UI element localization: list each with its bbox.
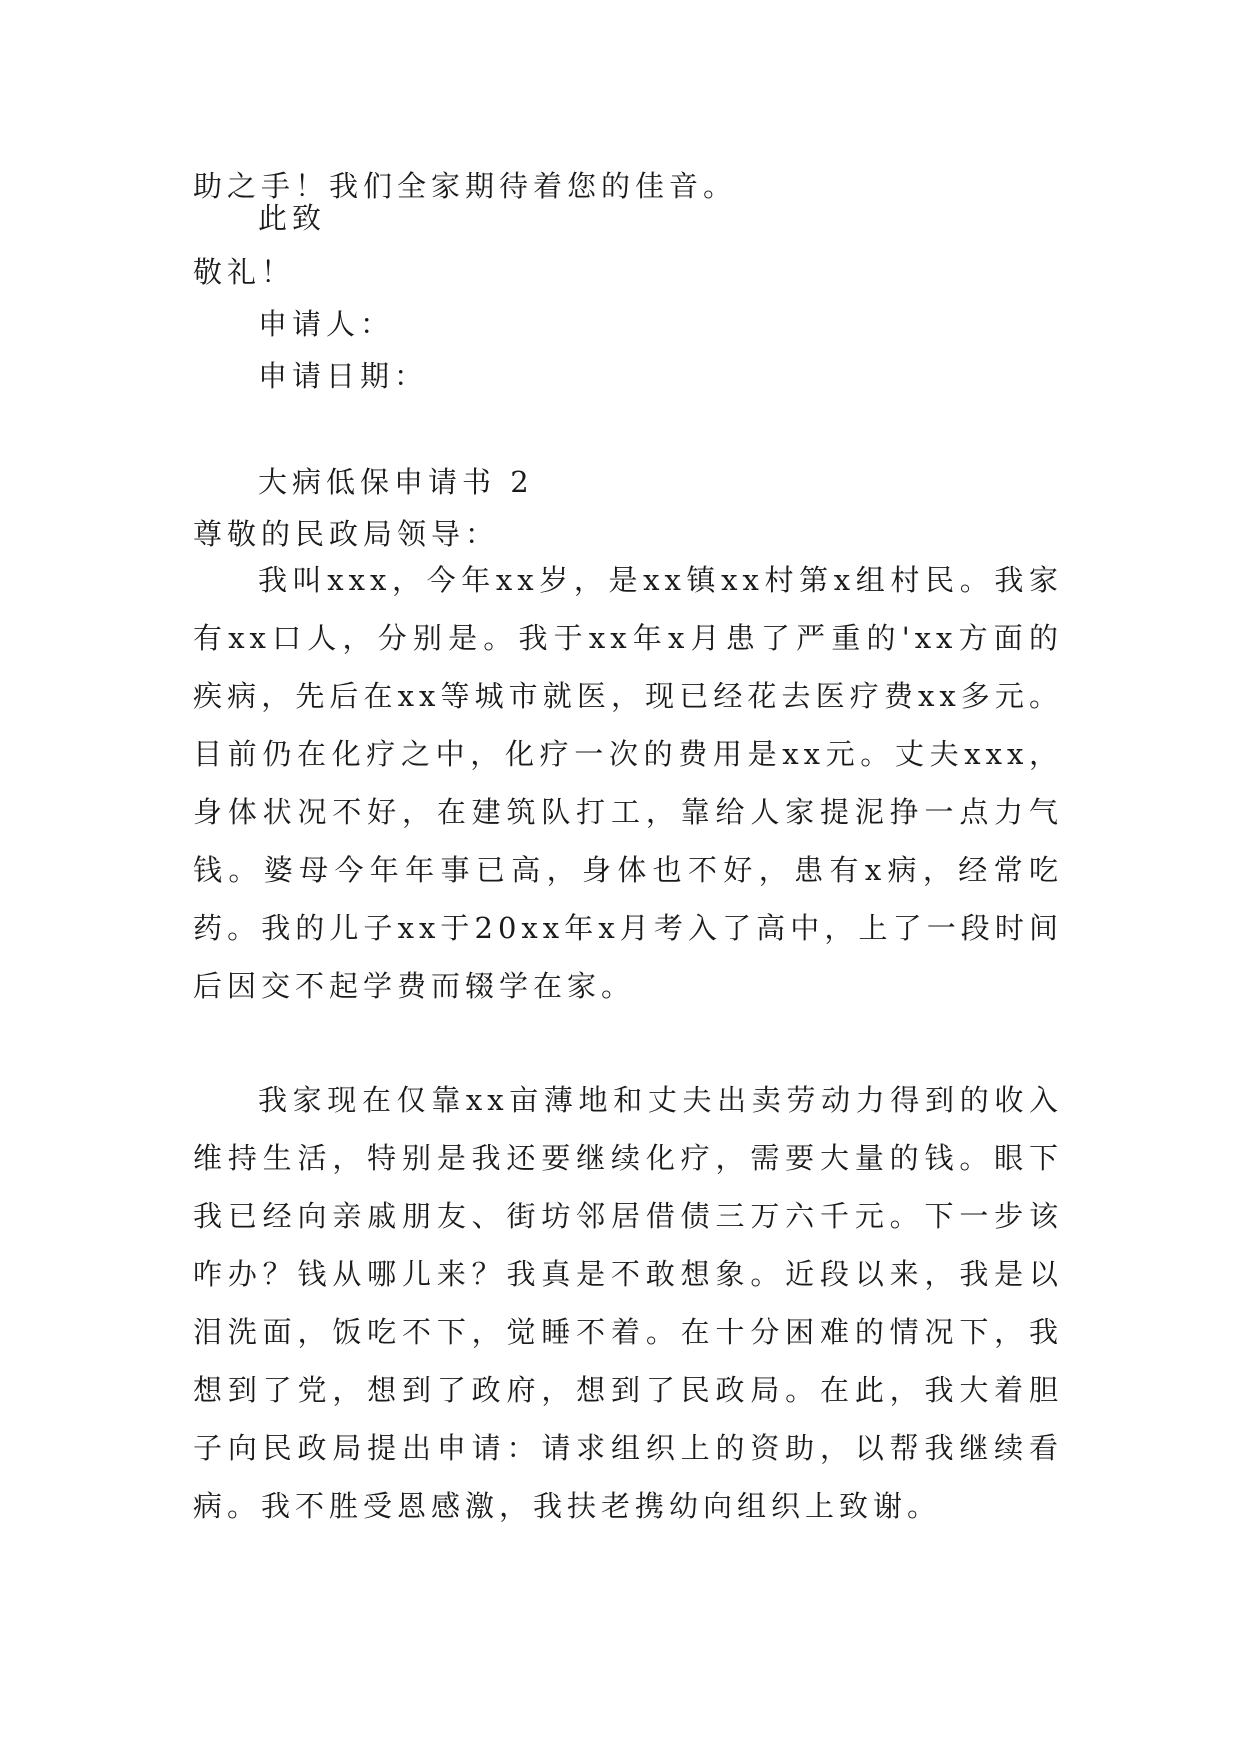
closing-salutation: 此致: [258, 201, 327, 235]
body-paragraph-1: 我叫xxx，今年xx岁，是xx镇xx村第x组村民。我家有xx口人，分别是。我于xx年x月患了严重的'xx方面的疾病，先后在xx等城市就医，现已经花去医疗费xx多元。目前仍在化疗之中，化疗一次的费用是xx元。丈夫xxx，身体状况不好，在建筑队打工，靠给人家提泥挣一点力气钱。婆母今年年事已高，身体也不好，患有x病，经常吃药。我的儿子xx于20xx年x月考入了高中，上了一段时间后因交不起学费而辍学在家。: [193, 563, 1063, 1003]
body-paragraph-2: 我家现在仅靠xx亩薄地和丈夫出卖劳动力得到的收入维持生活，特别是我还要继续化疗，需要大量的钱。眼下我已经向亲戚朋友、街坊邻居借债三万六千元。下一步该咋办？钱从哪儿来？我真是不敢想象。近段以来，我是以泪洗面，饭吃不下，觉睡不着。在十分困难的情况下，我想到了党，想到了政府，想到了民政局。在此，我大着胆子向民政局提出申请：请求组织上的资助，以帮我继续看病。我不胜受恩感激，我扶老携幼向组织上致谢。: [193, 1083, 1063, 1523]
continuation-line: 助之手！我们全家期待着您的佳音。: [193, 169, 738, 203]
closing-regards: 敬礼！: [193, 255, 296, 289]
section-title: 大病低保申请书 2: [258, 465, 534, 499]
application-date-label: 申请日期：: [258, 359, 429, 393]
applicant-label: 申请人：: [258, 307, 395, 341]
salutation: 尊敬的民政局领导：: [193, 517, 500, 551]
